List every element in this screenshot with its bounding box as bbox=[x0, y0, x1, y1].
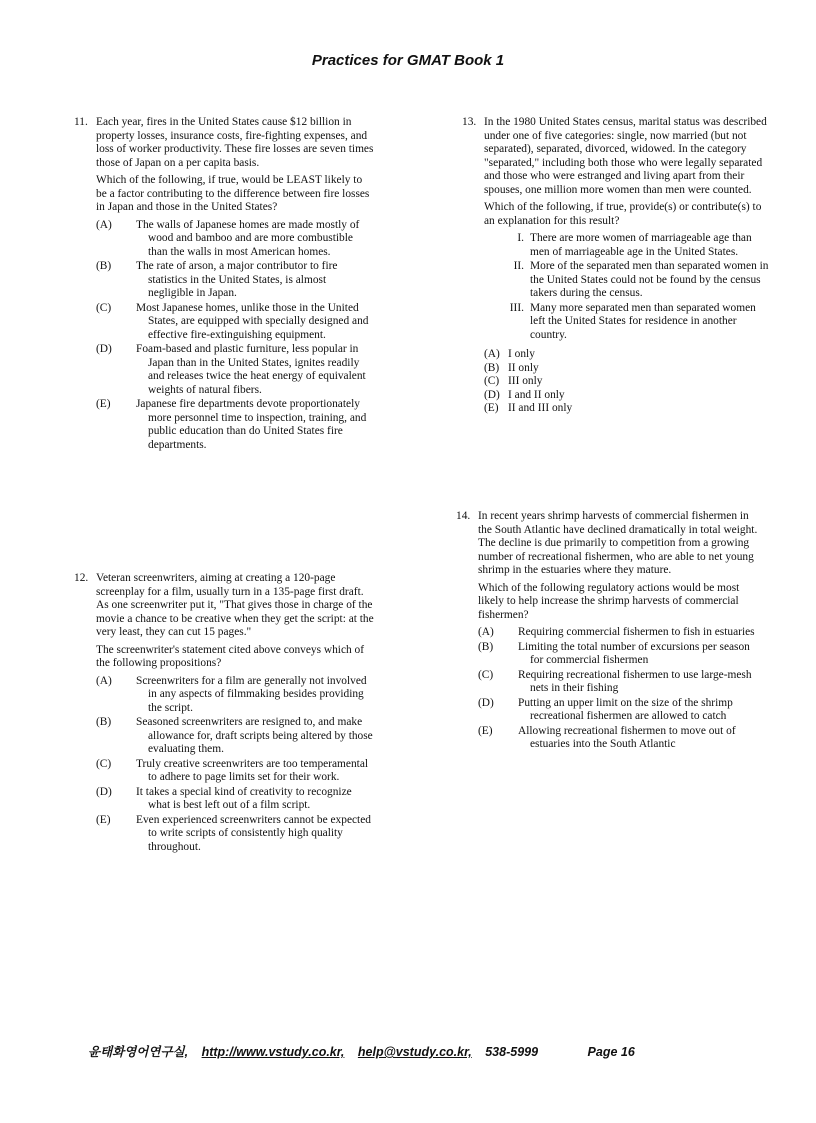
statement-label: I. bbox=[517, 232, 524, 244]
statement-item bbox=[484, 232, 770, 259]
option-label: (B) bbox=[484, 361, 500, 374]
option-text: Allowing recreational fishermen to move out of estuaries into the South Atlantic bbox=[518, 724, 736, 750]
question-passage: Veteran screenwriters, aiming at creating a 120-page screenplay for a film, usually turn in a 135-page first draft. As one screenwriter put it, "That gives those in charge of the movie a chance to be creative when they get the script: at the very least, they can cut 15 pages." bbox=[96, 572, 374, 638]
option-text: Seasoned screenwriters are resigned to, and make allowance for, draft scripts being altered by those evaluating them. bbox=[136, 716, 373, 755]
statement-item bbox=[484, 302, 770, 343]
answer-option-d[interactable] bbox=[96, 786, 374, 813]
option-text: Putting an upper limit on the size of the shrimp recreational fishermen are allowed to catch bbox=[518, 696, 733, 722]
footer-email-link[interactable]: help@vstudy.co.kr, bbox=[357, 1045, 472, 1059]
footer-website-link[interactable]: http://www.vstudy.co.kr, bbox=[201, 1045, 345, 1059]
option-text: I and II only bbox=[508, 388, 565, 401]
option-text: The rate of arson, a major contributor to fire statistics in the United States, is almost negligible in Japan. bbox=[136, 260, 338, 299]
answer-option-c[interactable] bbox=[96, 302, 374, 343]
question-stem: Which of the following regulatory actions would be most likely to help increase the shrimp harvests of commercial fishermen? bbox=[478, 581, 740, 621]
statement-text: Many more separated men than separated women left the United States for residence in another country. bbox=[530, 301, 756, 341]
answer-options bbox=[96, 675, 374, 855]
question-number: 12. bbox=[74, 572, 89, 584]
question-number: 13. bbox=[462, 116, 477, 128]
option-text: II only bbox=[508, 361, 539, 374]
option-label: (D) bbox=[96, 785, 112, 798]
option-label: (C) bbox=[484, 375, 500, 387]
question-12 bbox=[74, 572, 374, 855]
question-passage: In recent years shrimp harvests of commercial fishermen in the South Atlantic have declined dramatically in total weight. The decline is due primarily to competition from a growing number of recreational fishermen, who are able to net young shrimp in the estuaries where they mature. bbox=[478, 510, 758, 576]
answer-option-e[interactable] bbox=[478, 725, 764, 752]
option-label: (D) bbox=[484, 388, 500, 401]
option-label: (B) bbox=[96, 260, 112, 272]
statement-label: II. bbox=[513, 260, 524, 272]
option-label: (A) bbox=[478, 626, 494, 638]
answer-option-a[interactable] bbox=[484, 348, 770, 362]
option-text: III only bbox=[508, 375, 543, 387]
question-stem: Which of the following, if true, would be LEAST likely to be a factor contributing to the difference between fire losses in Japan and those in the United States? bbox=[96, 174, 370, 213]
option-label: (E) bbox=[96, 398, 111, 410]
option-label: (B) bbox=[96, 716, 112, 728]
question-14 bbox=[456, 510, 764, 753]
option-text: Limiting the total number of excursions per season for commercial fishermen bbox=[518, 640, 750, 666]
option-text: II and III only bbox=[508, 402, 573, 414]
option-text: The walls of Japanese homes are made mostly of wood and bamboo and are more combustible than the walls in most American homes. bbox=[136, 218, 360, 258]
statement-text: More of the separated men than separated women in the United States could not be found by the census takers during the census. bbox=[530, 260, 769, 299]
page-title: Practices for GMAT Book 1 bbox=[311, 52, 505, 69]
option-text: Truly creative screenwriters are too temperamental to adhere to page limits set for their work. bbox=[136, 757, 369, 783]
option-label: (B) bbox=[478, 640, 494, 653]
option-label: (D) bbox=[478, 696, 494, 709]
page-number: Page 16 bbox=[587, 1045, 635, 1059]
option-label: (C) bbox=[96, 757, 112, 770]
answer-option-e[interactable] bbox=[96, 398, 374, 452]
answer-options bbox=[484, 348, 770, 416]
answer-option-e[interactable] bbox=[96, 814, 374, 855]
question-passage: Each year, fires in the United States cause $12 billion in property losses, insurance costs, fire-fighting expenses, and loss of worker productivity. These fire losses are seven times those of Japan on a per capita basis. bbox=[96, 116, 374, 169]
statement-label: III. bbox=[509, 301, 524, 314]
option-label: (A) bbox=[96, 674, 112, 687]
answer-option-a[interactable] bbox=[96, 675, 374, 716]
answer-option-b[interactable] bbox=[484, 362, 770, 376]
option-label: (E) bbox=[484, 402, 499, 414]
answer-option-c[interactable] bbox=[96, 758, 374, 785]
answer-option-d[interactable] bbox=[478, 697, 764, 724]
answer-option-c[interactable] bbox=[484, 375, 770, 389]
option-text: Screenwriters for a film are generally not involved in any aspects of filmmaking besides providing the script. bbox=[136, 674, 367, 714]
option-label: (A) bbox=[484, 348, 500, 360]
answer-option-e[interactable] bbox=[484, 402, 770, 416]
option-text: Requiring recreational fishermen to use large-mesh nets in their fishing bbox=[518, 668, 752, 694]
option-text: Japanese fire departments devote proportionately more personnel time to inspection, training, and public education than do United States fire departments. bbox=[136, 398, 367, 451]
answer-option-d[interactable] bbox=[96, 343, 374, 397]
option-label: (E) bbox=[96, 813, 111, 826]
footer-org: 윤태화영어연구실, bbox=[88, 1045, 189, 1059]
answer-option-b[interactable] bbox=[96, 260, 374, 301]
answer-option-b[interactable] bbox=[478, 641, 764, 668]
statement-item bbox=[484, 260, 770, 301]
option-label: (E) bbox=[478, 724, 493, 737]
option-label: (C) bbox=[96, 301, 112, 314]
statement-text: There are more women of marriageable age than men of marriageable age in the United States. bbox=[530, 232, 752, 258]
option-text: Most Japanese homes, unlike those in the United States, are equipped with specially designed and effective fire-extinguishing equipment. bbox=[136, 301, 369, 341]
option-text: Even experienced screenwriters cannot be expected to write scripts of consistently high quality throughout. bbox=[136, 813, 371, 853]
question-passage: In the 1980 United States census, marital status was described under one of five categories: single, now married (but not separated), separated, divorced, widowed. In the category "separated," including both those who were legally separated and those who were estranged and living apart from their spouses, one million more women than men were counted. bbox=[484, 116, 767, 196]
question-11 bbox=[74, 116, 374, 453]
option-text: I only bbox=[508, 348, 535, 360]
answer-option-a[interactable] bbox=[96, 219, 374, 260]
footer-phone: 538-5999 bbox=[485, 1045, 539, 1059]
option-label: (D) bbox=[96, 343, 112, 355]
answer-options bbox=[478, 626, 764, 752]
option-text: Foam-based and plastic furniture, less popular in Japan than in the United States, ignites readily and releases twice the heat energy of equivalent weights of natural fibers. bbox=[136, 343, 366, 396]
question-number: 14. bbox=[456, 510, 471, 522]
statement-list bbox=[484, 232, 770, 342]
option-label: (C) bbox=[478, 668, 494, 681]
question-13 bbox=[462, 116, 770, 416]
page-footer bbox=[88, 1042, 748, 1060]
option-text: Requiring commercial fishermen to fish in estuaries bbox=[518, 626, 755, 638]
question-number: 11. bbox=[74, 116, 88, 128]
answer-option-c[interactable] bbox=[478, 669, 764, 696]
option-text: It takes a special kind of creativity to recognize what is best left out of a film script. bbox=[136, 785, 352, 811]
question-stem: Which of the following, if true, provide(s) or contribute(s) to an explanation for this result? bbox=[484, 201, 762, 227]
question-stem: The screenwriter's statement cited above conveys which of the following propositions? bbox=[96, 643, 365, 669]
answer-option-d[interactable] bbox=[484, 389, 770, 403]
answer-option-b[interactable] bbox=[96, 716, 374, 757]
answer-option-a[interactable] bbox=[478, 626, 764, 640]
option-label: (A) bbox=[96, 218, 112, 231]
answer-options bbox=[96, 219, 374, 453]
